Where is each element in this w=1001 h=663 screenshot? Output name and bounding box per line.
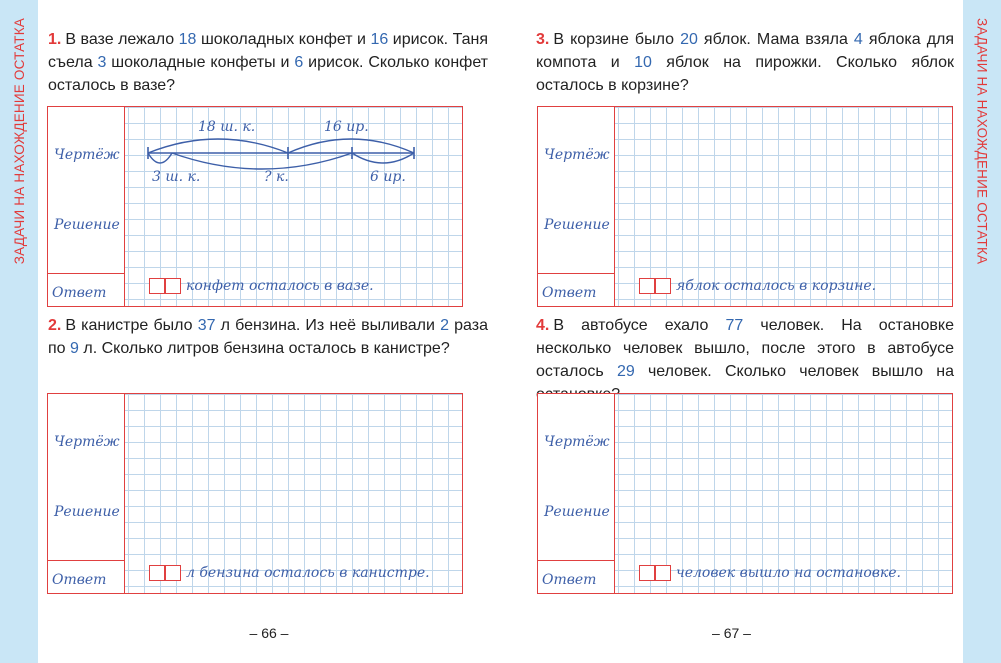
- answer-cell[interactable]: [149, 565, 165, 581]
- value: 18: [178, 31, 197, 48]
- drawing-label: Чертёж: [544, 147, 610, 163]
- problem-1: [48, 28, 488, 97]
- drawing-label: Чертёж: [54, 434, 120, 450]
- problem-4-workbox: [537, 393, 953, 594]
- problem-1-workbox: [47, 106, 463, 307]
- bottom-brace-left: [148, 153, 172, 163]
- answer-cell[interactable]: [639, 278, 655, 294]
- labels-column: [538, 394, 615, 593]
- text: человек. Сколько человек вышло на: [647, 363, 955, 380]
- answer-cell[interactable]: [165, 278, 181, 294]
- text: ирисок. Таня съела: [48, 31, 489, 71]
- value: 37: [197, 317, 216, 334]
- answer-input-boxes[interactable]: [149, 565, 181, 581]
- answer-cell[interactable]: [165, 565, 181, 581]
- value: 29: [616, 363, 635, 380]
- answer-text: яблок осталось в корзине.: [676, 278, 877, 294]
- answer-cell[interactable]: [149, 278, 165, 294]
- right-side-strip: [963, 0, 1001, 663]
- text: яблок на пирожки. Сколько яблок осталось в корзине?: [536, 54, 954, 94]
- problem-2-workbox: [47, 393, 463, 594]
- text: В автобусе ехало: [553, 317, 726, 334]
- answer-label: Ответ: [52, 285, 107, 301]
- value: 20: [680, 31, 698, 48]
- answer-label: Ответ: [52, 572, 107, 588]
- value: 2: [440, 317, 450, 334]
- text: В вазе лежало: [65, 31, 179, 48]
- diagram-label-top-right: 16 ир.: [324, 119, 369, 135]
- left-page: [38, 0, 500, 663]
- value: 4: [853, 31, 863, 48]
- right-page: [500, 0, 963, 663]
- bottom-brace-middle: [172, 153, 352, 169]
- text: шоколадных конфет и: [196, 31, 371, 48]
- answer-input-boxes[interactable]: [639, 278, 671, 294]
- answer-cell[interactable]: [639, 565, 655, 581]
- value: 16: [370, 31, 389, 48]
- text: ирисок. Сколько конфет осталось в вазе?: [48, 54, 489, 94]
- drawing-label: Чертёж: [544, 434, 610, 450]
- diagram-label-top-left: 18 ш. к.: [198, 119, 256, 135]
- text: В канистре было: [65, 317, 198, 334]
- left-side-label: [0, 18, 38, 318]
- problem-number: 4.: [536, 317, 550, 334]
- answer-input-boxes[interactable]: [639, 565, 671, 581]
- answer-text: конфет осталось в вазе.: [186, 278, 374, 294]
- solution-label: Решение: [544, 504, 610, 520]
- value: 10: [634, 54, 652, 71]
- bottom-brace-right: [352, 153, 414, 163]
- page-number-left: – 66 –: [249, 625, 289, 641]
- text: яблок. Мама взяла: [697, 31, 854, 48]
- answer-text: человек вышло на остановке.: [676, 565, 901, 581]
- problem-number: 1.: [48, 31, 62, 48]
- problem-1-text: [48, 28, 488, 97]
- value: 77: [725, 317, 744, 334]
- answer-divider: [48, 560, 124, 561]
- top-brace-right: [288, 139, 414, 153]
- labels-column: [538, 107, 615, 306]
- diagram-label-bottom-middle: ? к.: [264, 169, 289, 185]
- answer-label: Ответ: [542, 572, 597, 588]
- drawing-label: Чертёж: [54, 147, 120, 163]
- answer-cell[interactable]: [655, 565, 671, 581]
- page-number-right: – 67 –: [712, 625, 751, 641]
- left-side-strip: [0, 0, 38, 663]
- problem-3-text: [536, 28, 954, 97]
- text: человек. На остановке несколько человек вышло, после этого в автобусе осталось: [536, 317, 955, 380]
- text: л бензина. Из неё выливали: [215, 317, 441, 334]
- sidebar-title: ЗАДАЧИ НА НАХОЖДЕНИЕ ОСТАТКА: [11, 18, 27, 265]
- diagram-label-bottom-right: 6 ир.: [370, 169, 406, 185]
- diagram-label-bottom-left: 3 ш. к.: [152, 169, 201, 185]
- problem-number: 3.: [536, 31, 550, 48]
- problem-3: [536, 28, 954, 97]
- text: раза по: [48, 317, 489, 357]
- segment-diagram: [48, 107, 462, 306]
- problem-number: 2.: [48, 317, 62, 334]
- answer-text: л бензина осталось в канистре.: [186, 565, 430, 581]
- text: В корзине было: [553, 31, 681, 48]
- problem-3-workbox: [537, 106, 953, 307]
- problem-2-text: [48, 314, 488, 360]
- text: шоколадные конфеты и: [106, 54, 295, 71]
- solution-label: Решение: [54, 217, 120, 233]
- text: яблока для компота и: [536, 31, 955, 71]
- solution-label: Решение: [54, 504, 120, 520]
- value: 6: [294, 54, 304, 71]
- value: 3: [97, 54, 107, 71]
- answer-input-boxes[interactable]: [149, 278, 181, 294]
- top-brace-left: [148, 139, 288, 153]
- answer-divider: [538, 273, 614, 274]
- value: 9: [70, 340, 79, 357]
- right-side-label: [963, 18, 1001, 318]
- labels-column: [48, 394, 125, 593]
- answer-divider: [538, 560, 614, 561]
- answer-cell[interactable]: [655, 278, 671, 294]
- solution-label: Решение: [544, 217, 610, 233]
- sidebar-title: ЗАДАЧИ НА НАХОЖДЕНИЕ ОСТАТКА: [974, 18, 990, 265]
- text: л. Сколько литров бензина осталось в канистре?: [78, 340, 450, 357]
- answer-label: Ответ: [542, 285, 597, 301]
- problem-2: [48, 314, 488, 360]
